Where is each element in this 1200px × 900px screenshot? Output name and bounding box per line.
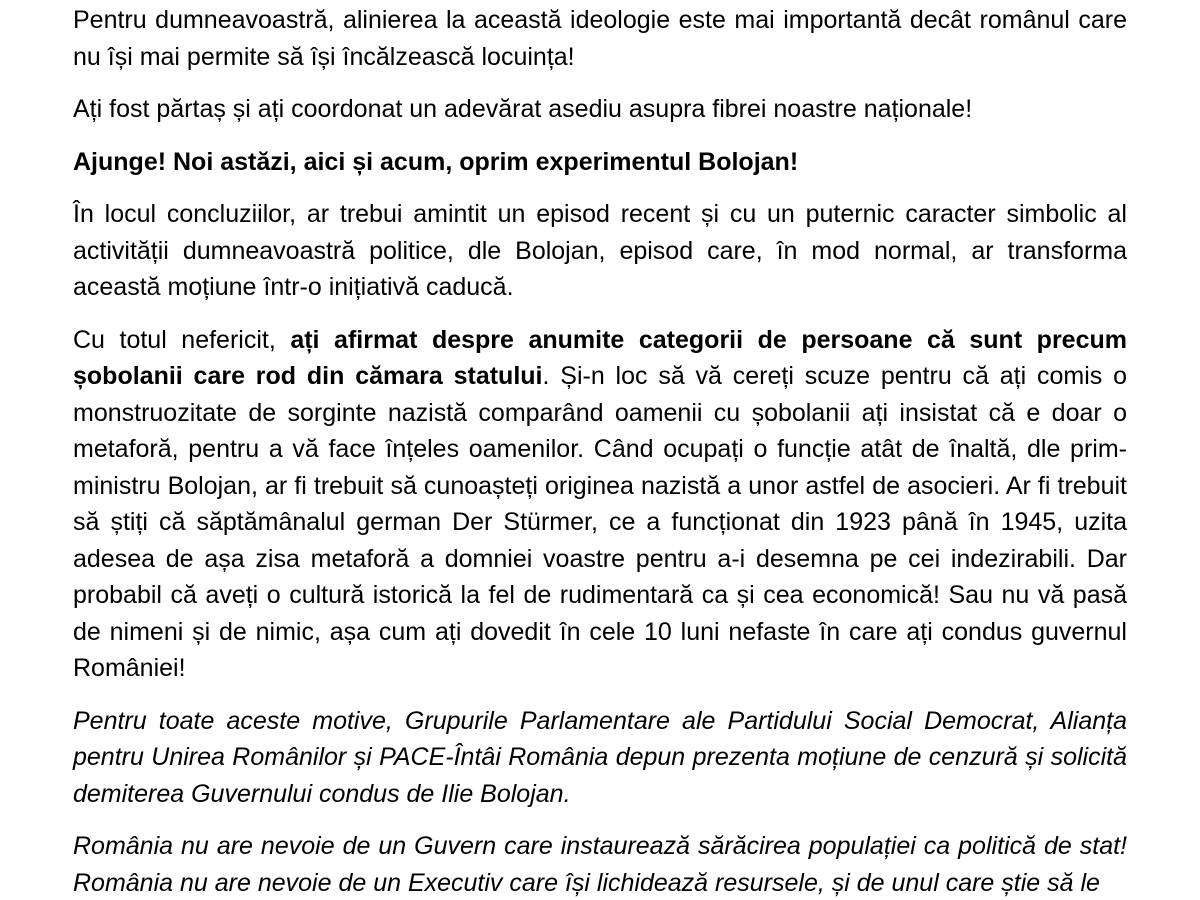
paragraph-ideology: Pentru dumneavoastră, alinierea la această ideologie este mai importantă decât românul care nu își mai permite să își încălzească locuința! [73, 6, 1127, 71]
paragraph-motion-request: Pentru toate aceste motive, Grupurile Parlamentare ale Partidului Social Democrat, Alianța pentru Unirea Românilor și PACE-Întâi România depun prezenta moțiune de cenzură și solicită demiterea Guvernului condus de Ilie Bolojan. [73, 706, 1127, 808]
paragraph-conclusions: În locul concluziilor, ar trebui amintit un episod recent și cu un puternic caracter simbolic al activității dumneavoastră politice, dle Bolojan, episod care, în mod normal, ar transforma această moțiune într-o inițiativă caducă. [73, 200, 1127, 301]
paragraph-siege: Ați fost părtaș și ați coordonat un adevărat asediu asupra fibrei noastre naționale! [73, 95, 973, 123]
paragraph-rats-rest: . Și-n loc să vă cereți scuze pentru că ați comis o monstruozitate de sorginte nazistă comparând oamenii cu șobolanii ați insistat că e doar o metaforă, pentru a vă face înțeles oamenilor. Când ocupați o funcție atât de înaltă, dle prim-ministru Bolojan, ar fi trebuit să cunoașteți originea nazistă a unor astfel de asocieri. Ar fi trebuit să știți că săptămânalul german Der Stürmer, ce a funcționat din 1923 până în 1945, uzita adesea de așa zisa metaforă a domniei voastre pentru a-i desemna pe cei indezirabili. Dar probabil că aveți o cultură istorică la fel de rudimentară ca și cea economică! Sau nu vă pasă de nimeni și de nimic, așa cum ați dovedit în cele 10 luni nefaste în care ați condus guvernul României! [73, 362, 1127, 682]
paragraph-stop-experiment: Ajunge! Noi astăzi, aici și acum, oprim experimentul Bolojan! [73, 147, 799, 176]
paragraph-rats-bold-statement: ați afirmat despre anumite categorii de persoane că sunt precum șobolanii care rod din cămara statului [73, 325, 1127, 390]
paragraph-rats-intro: Cu totul nefericit, [73, 325, 291, 354]
paragraph-romania-needs: România nu are nevoie de un Guvern care instaurează sărăcirea populației ca politică de stat! România nu are nevoie de un Executiv care își lichidează resursele, și de unul care știe să le [73, 832, 1127, 897]
paragraph-rats-metaphor [73, 322, 1127, 687]
